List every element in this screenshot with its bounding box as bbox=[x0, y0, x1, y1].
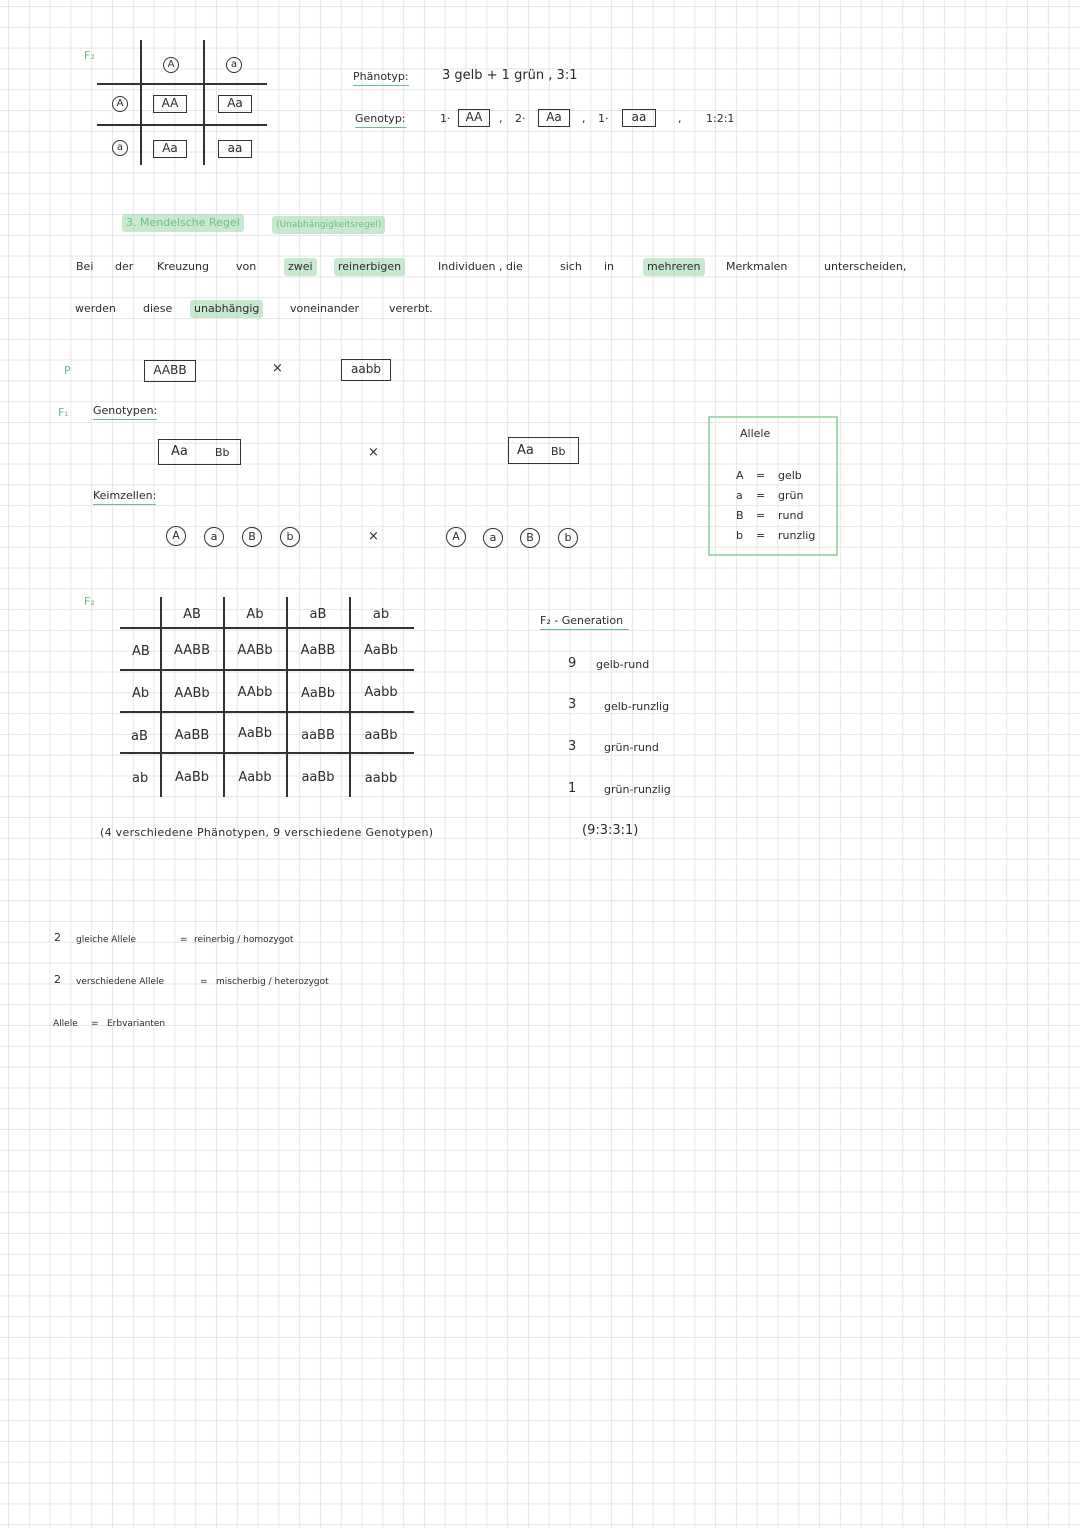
rule-heading-paren: (Unabhängigkeitsregel) bbox=[272, 216, 385, 234]
column-header: ab bbox=[372, 607, 390, 622]
ratio-number: 2· bbox=[515, 112, 526, 125]
f2-ratio: (9:3:3:1) bbox=[582, 823, 639, 838]
rule-word: voneinander bbox=[290, 302, 359, 315]
genotype-cell: aaBb bbox=[364, 728, 398, 743]
definition-term: verschiedene Allele bbox=[76, 977, 165, 987]
f2-count: 1 bbox=[568, 781, 577, 796]
definition-text: mischerbig / heterozygot bbox=[216, 977, 329, 987]
gen-label: F₂ bbox=[84, 49, 95, 62]
cross-symbol: × bbox=[368, 529, 379, 544]
separator: , bbox=[582, 112, 586, 125]
genotype-box: aa bbox=[218, 140, 252, 158]
legend-eq: = bbox=[756, 529, 766, 542]
separator: , bbox=[499, 112, 503, 125]
rule-word: Individuen , die bbox=[438, 260, 523, 273]
legend-allele: B bbox=[736, 509, 744, 522]
genotypes-label: Genotypen: bbox=[93, 403, 157, 420]
f2-count: 3 bbox=[568, 739, 577, 754]
genotype-cell: AaBb bbox=[237, 726, 273, 741]
legend-eq: = bbox=[756, 489, 766, 502]
allele-circle: A bbox=[163, 57, 179, 73]
rule-word: Merkmalen bbox=[726, 260, 788, 273]
f2-count: 3 bbox=[568, 697, 577, 712]
row-header: AB bbox=[132, 644, 150, 659]
f2-label: grün-runzlig bbox=[604, 783, 671, 796]
gen-label: F₂ bbox=[84, 595, 95, 608]
f2-title: F₂ - Generation bbox=[540, 613, 629, 630]
legend-meaning: runzlig bbox=[778, 529, 816, 542]
legend-allele: A bbox=[736, 469, 744, 482]
ratio-number: 1· bbox=[598, 112, 609, 125]
grid-line bbox=[97, 124, 267, 126]
gamete-circle: a bbox=[204, 527, 224, 547]
definition-eq: = bbox=[200, 977, 208, 987]
legend-allele: b bbox=[736, 529, 743, 542]
definition-eq: = bbox=[91, 1019, 99, 1029]
p-label: P bbox=[64, 364, 71, 377]
genotype-cell: AaBB bbox=[174, 728, 210, 743]
grid-line bbox=[97, 83, 267, 85]
f1-genotype-box bbox=[158, 439, 241, 465]
genotype-box: AA bbox=[153, 95, 187, 113]
f2-label: gelb-runzlig bbox=[604, 700, 670, 713]
genotype-box: AABB bbox=[144, 360, 196, 382]
rule-word: werden bbox=[75, 302, 116, 315]
rule-word: reinerbigen bbox=[334, 258, 405, 276]
genotype-cell: AAbb bbox=[237, 685, 273, 700]
genotype-ratio: 1:2:1 bbox=[706, 112, 735, 125]
gamete-circle: B bbox=[520, 528, 540, 548]
dihybrid-note: (4 verschiedene Phänotypen, 9 verschiedene Genotypen) bbox=[100, 826, 434, 839]
ratio-number: 1· bbox=[440, 112, 451, 125]
gametes-label: Keimzellen: bbox=[93, 488, 156, 505]
genotype-box: AA bbox=[458, 109, 490, 127]
grid-line bbox=[203, 40, 205, 165]
f1-genotype-box bbox=[508, 437, 579, 464]
gamete-circle: A bbox=[446, 527, 466, 547]
genotype-cell: AaBb bbox=[174, 770, 210, 785]
definition-term: Allele bbox=[53, 1019, 78, 1029]
phenotype-label: Phänotyp: bbox=[353, 69, 409, 86]
gamete-circle: b bbox=[558, 528, 578, 548]
rule-word: Kreuzung bbox=[157, 260, 209, 273]
legend-eq: = bbox=[756, 509, 766, 522]
legend-meaning: gelb bbox=[778, 469, 802, 482]
genotype-cell: aaBB bbox=[301, 728, 335, 743]
genotype-cell: AaBb bbox=[300, 686, 336, 701]
rule-word: von bbox=[236, 260, 257, 273]
rule-word: vererbt. bbox=[389, 302, 433, 315]
grid-line bbox=[120, 627, 414, 629]
definition-text: Erbvarianten bbox=[107, 1019, 166, 1029]
rule-word: Bei bbox=[76, 260, 94, 273]
genotype-box: aa bbox=[622, 109, 656, 127]
genotype-box: Aa bbox=[218, 95, 252, 113]
genotype-cell: AaBb bbox=[363, 643, 399, 658]
cross-symbol: × bbox=[272, 361, 283, 376]
f2-label: gelb-rund bbox=[596, 658, 650, 671]
genotype-label: Genotyp: bbox=[355, 111, 406, 128]
grid-line bbox=[140, 40, 142, 165]
allele-circle: a bbox=[226, 57, 242, 73]
definition-number: 2 bbox=[54, 973, 61, 986]
row-header: ab bbox=[132, 771, 149, 786]
grid-line bbox=[120, 711, 414, 713]
grid-line bbox=[120, 669, 414, 671]
definition-text: reinerbig / homozygot bbox=[194, 935, 294, 945]
genotype-cell: AaBB bbox=[300, 643, 336, 658]
allele-pair: Bb bbox=[551, 445, 566, 458]
cross-symbol: × bbox=[368, 445, 379, 460]
genotype-cell: Aabb bbox=[364, 685, 398, 700]
row-header: aB bbox=[131, 729, 148, 744]
column-header: Ab bbox=[246, 607, 264, 622]
f2-count: 9 bbox=[568, 656, 577, 671]
rule-word: diese bbox=[143, 302, 173, 315]
definition-number: 2 bbox=[54, 931, 61, 944]
genotype-cell: aaBb bbox=[301, 770, 335, 785]
genotype-box: Aa bbox=[153, 140, 187, 158]
column-header: AB bbox=[183, 607, 201, 622]
phenotype-value: 3 gelb + 1 grün , 3:1 bbox=[442, 68, 578, 83]
definition-eq: = bbox=[180, 935, 188, 945]
allele-pair: Aa bbox=[517, 443, 534, 458]
rule-word: unabhängig bbox=[190, 300, 263, 318]
genotype-cell: Aabb bbox=[238, 770, 272, 785]
genotype-box: aabb bbox=[341, 359, 391, 381]
legend-eq: = bbox=[756, 469, 766, 482]
rule-word: unterscheiden, bbox=[824, 260, 907, 273]
separator: , bbox=[678, 112, 682, 125]
rule-word: sich bbox=[560, 260, 582, 273]
genotype-cell: AABb bbox=[174, 686, 210, 701]
legend-title: Allele bbox=[740, 427, 771, 440]
row-header: Ab bbox=[132, 686, 150, 701]
f2-label: grün-rund bbox=[604, 741, 659, 754]
gamete-circle: A bbox=[166, 526, 186, 546]
genotype-cell: aabb bbox=[364, 771, 398, 786]
allele-pair: Bb bbox=[215, 446, 230, 459]
rule-heading: 3. Mendelsche Regel bbox=[122, 214, 244, 232]
genotype-cell: AABB bbox=[174, 643, 210, 658]
genotype-cell: AABb bbox=[237, 643, 273, 658]
legend-allele: a bbox=[736, 489, 743, 502]
rule-word: in bbox=[604, 260, 615, 273]
genotype-box: Aa bbox=[538, 109, 570, 127]
rule-word: der bbox=[115, 260, 134, 273]
allele-circle: A bbox=[112, 96, 128, 112]
gamete-circle: B bbox=[242, 527, 262, 547]
allele-circle: a bbox=[112, 140, 128, 156]
column-header: aB bbox=[309, 607, 327, 622]
allele-pair: Aa bbox=[171, 444, 188, 459]
gamete-circle: a bbox=[483, 528, 503, 548]
f1-label: F₁ bbox=[58, 406, 69, 419]
rule-word: mehreren bbox=[643, 258, 705, 276]
legend-meaning: grün bbox=[778, 489, 804, 502]
grid-line bbox=[120, 752, 414, 754]
legend-meaning: rund bbox=[778, 509, 804, 522]
definition-term: gleiche Allele bbox=[76, 935, 137, 945]
allele-legend bbox=[708, 416, 838, 556]
gamete-circle: b bbox=[280, 527, 300, 547]
rule-word: zwei bbox=[284, 258, 317, 276]
